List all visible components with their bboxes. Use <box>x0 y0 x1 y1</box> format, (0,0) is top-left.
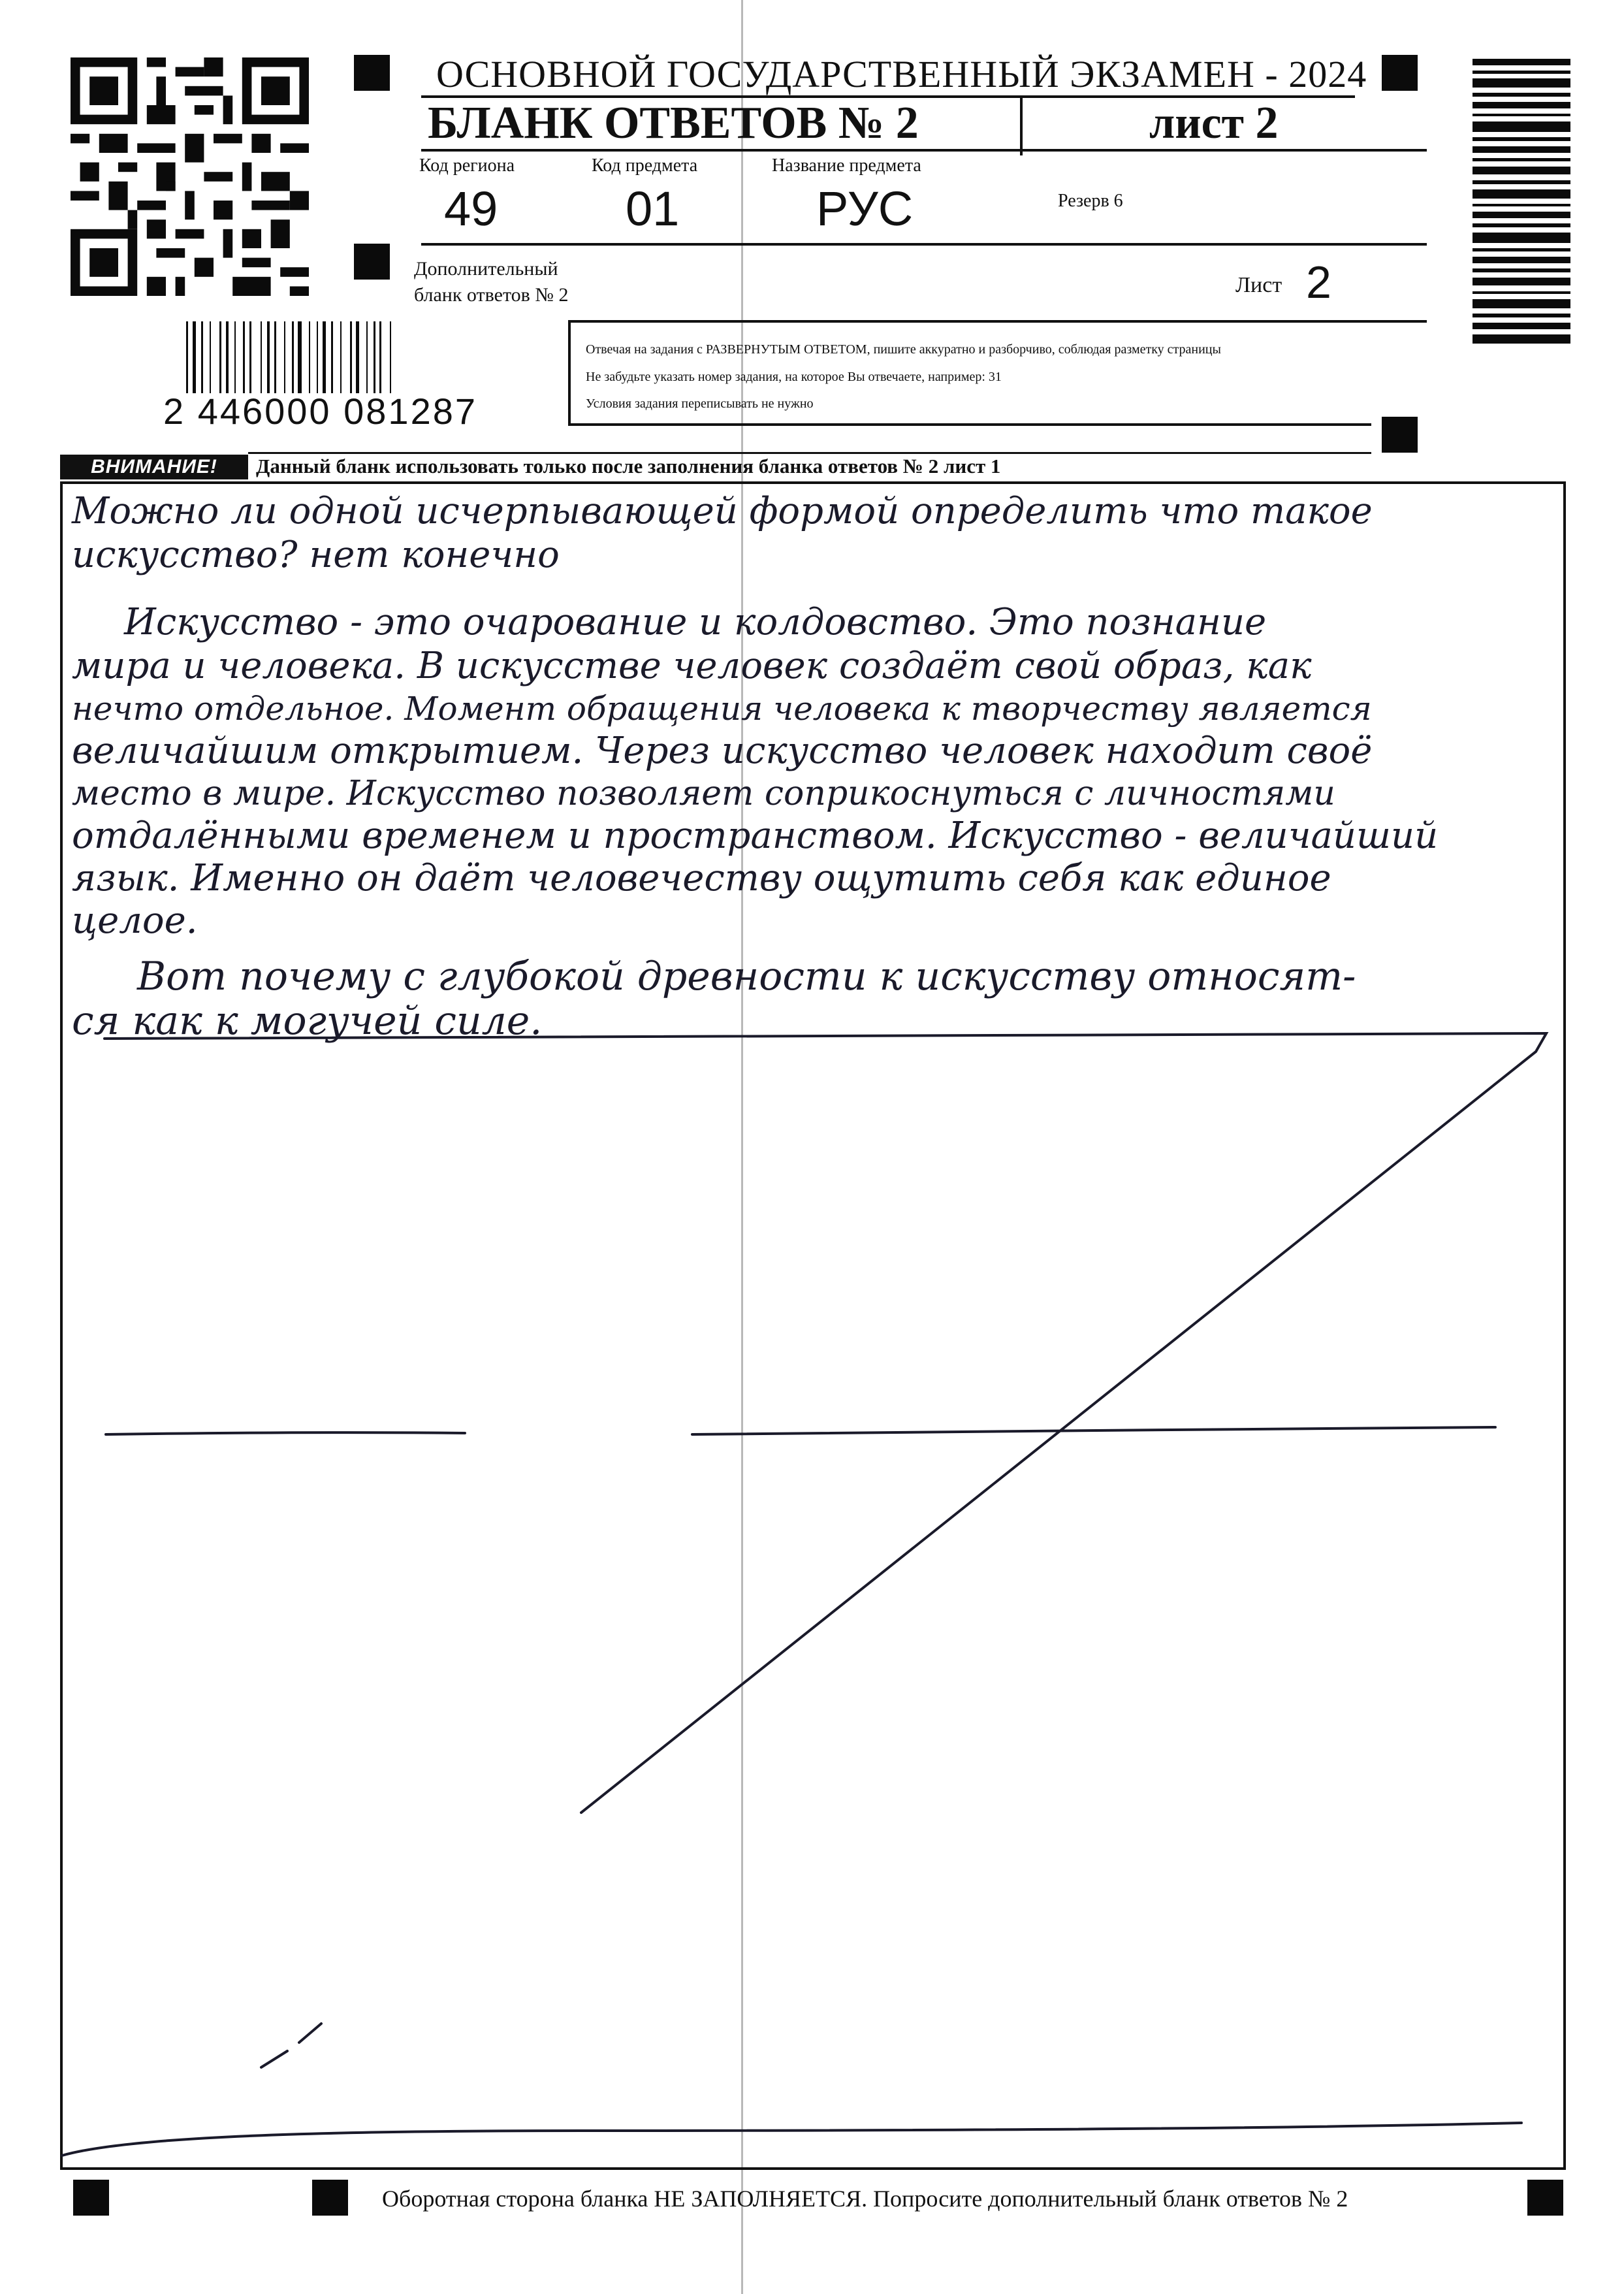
subject-code-label: Код предмета <box>592 155 698 176</box>
instruction-1: Отвечая на задания с РАЗВЕРНУТЫМ ОТВЕТОМ, пишите аккуратно и разборчиво, соблюдая разметку страницы <box>586 342 1221 357</box>
answer-line: место в мире. Искусство позволяет соприкоснуться с личностями <box>72 774 1335 813</box>
answer-line: ся как к могучей силе. <box>72 998 543 1044</box>
region-value: 49 <box>444 182 498 236</box>
region-label: Код региона <box>419 155 515 176</box>
warning-badge: ВНИМАНИЕ! <box>60 455 248 479</box>
sheet-value: 2 <box>1306 257 1331 308</box>
answer-line: искусство? нет конечно <box>72 534 560 576</box>
exam-title: ОСНОВНОЙ ГОСУДАРСТВЕННЫЙ ЭКЗАМЕН - 2024 <box>436 53 1367 95</box>
additional-label-2: бланк ответов № 2 <box>414 284 569 306</box>
reserve-label: Резерв 6 <box>1058 191 1123 211</box>
answer-line: целое. <box>72 899 198 942</box>
answer-line: Можно ли одной исчерпывающей формой определить что такое <box>72 490 1373 532</box>
answer-line: величайшим открытием. Через искусство человек находит своё <box>72 730 1373 772</box>
sheet-label: Лист <box>1235 273 1282 297</box>
instruction-3: Условия задания переписывать не нужно <box>586 396 814 411</box>
answer-line: язык. Именно он даёт человечеству ощутить себя как единое <box>72 857 1331 899</box>
instruction-2: Не забудьте указать номер задания, на которое Вы отвечаете, например: 31 <box>586 370 1002 384</box>
answer-line: Искусство - это очарование и колдовство. Это познание <box>124 601 1267 643</box>
form-title: БЛАНК ОТВЕТОВ № 2 <box>428 98 919 148</box>
footer-text: Оборотная сторона бланка НЕ ЗАПОЛНЯЕТСЯ. Попросите дополнительный бланк ответов № 2 <box>382 2186 1348 2212</box>
sheet-title: лист 2 <box>1149 98 1279 148</box>
answer-line: нечто отдельное. Момент обращения человека к творчеству является <box>72 690 1372 728</box>
subject-name-value: РУС <box>816 182 914 236</box>
warning-text: Данный бланк использовать только после заполнения бланка ответов № 2 лист 1 <box>256 455 1001 477</box>
subject-name-label: Название предмета <box>772 155 921 176</box>
barcode-number: 2 446000 081287 <box>163 391 477 432</box>
answer-line: мира и человека. В искусстве человек создаёт свой образ, как <box>72 645 1312 687</box>
subject-code-value: 01 <box>626 182 680 236</box>
answer-line: Вот почему с глубокой древности к искусству относят- <box>137 954 1356 999</box>
additional-label-1: Дополнительный <box>414 258 558 280</box>
answer-line: отдалёнными временем и пространством. Искусство - величайший <box>72 815 1439 857</box>
